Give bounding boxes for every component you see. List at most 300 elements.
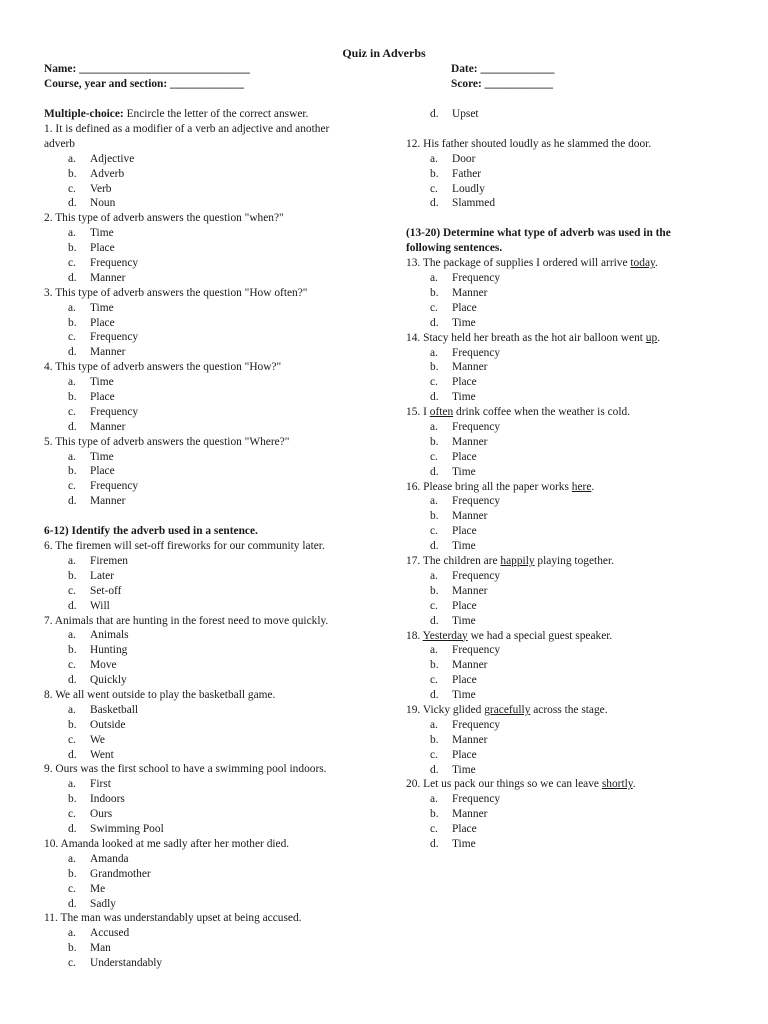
option-text: Loudly bbox=[452, 182, 485, 195]
answer-option[interactable] bbox=[44, 897, 374, 912]
option-letter: c. bbox=[430, 376, 438, 389]
section-heading-line: following sentences. bbox=[406, 242, 503, 255]
option-letter: a. bbox=[68, 227, 76, 240]
answer-option[interactable] bbox=[44, 718, 374, 733]
answer-option[interactable] bbox=[44, 867, 374, 882]
option-letter: d. bbox=[430, 391, 439, 404]
answer-option[interactable] bbox=[44, 167, 374, 182]
answer-option[interactable] bbox=[406, 435, 726, 450]
question-20 bbox=[406, 777, 726, 792]
option-letter: d. bbox=[68, 897, 77, 910]
option-letter: b. bbox=[430, 808, 439, 821]
score-blank: ____________ bbox=[484, 78, 553, 90]
answer-option[interactable] bbox=[406, 271, 726, 286]
answer-option[interactable] bbox=[406, 375, 726, 390]
option-letter: b. bbox=[68, 867, 77, 880]
option-text: Frequency bbox=[90, 256, 139, 269]
option-text: Place bbox=[452, 450, 477, 463]
question-text: This type of adverb answers the question "How?" bbox=[55, 361, 282, 374]
option-text: Adverb bbox=[90, 167, 125, 180]
option-letter: a. bbox=[68, 703, 76, 716]
option-text: Time bbox=[452, 540, 476, 553]
option-letter: d. bbox=[430, 838, 439, 851]
underlined-adverb: shortly bbox=[601, 778, 633, 791]
question-number: 11. bbox=[44, 912, 58, 925]
answer-option[interactable] bbox=[406, 748, 726, 763]
option-text: Manner bbox=[452, 361, 488, 374]
underlined-adverb: today bbox=[630, 257, 655, 270]
answer-option[interactable] bbox=[44, 941, 374, 956]
option-text: Place bbox=[90, 316, 115, 329]
score-label: Score: bbox=[451, 78, 482, 90]
answer-option[interactable] bbox=[44, 226, 374, 241]
option-letter: d. bbox=[430, 689, 439, 702]
answer-option[interactable] bbox=[406, 733, 726, 748]
option-letter: d. bbox=[430, 465, 439, 478]
option-letter: a. bbox=[68, 152, 76, 165]
answer-option[interactable] bbox=[44, 182, 374, 197]
answer-option[interactable] bbox=[44, 703, 374, 718]
option-letter: d. bbox=[430, 197, 439, 210]
question-text-end: across the stage. bbox=[530, 703, 608, 716]
option-text: Place bbox=[452, 376, 477, 389]
option-letter: a. bbox=[430, 569, 438, 582]
question-number: 15. bbox=[406, 406, 421, 419]
score-field bbox=[451, 77, 553, 92]
left-column bbox=[44, 107, 374, 971]
answer-option[interactable] bbox=[44, 196, 374, 211]
option-text: Manner bbox=[452, 584, 488, 597]
option-text: Animals bbox=[90, 629, 129, 642]
answer-option[interactable] bbox=[44, 643, 374, 658]
question-text-continued: adverb bbox=[44, 137, 75, 150]
option-text: We bbox=[90, 733, 105, 746]
answer-option[interactable] bbox=[406, 524, 726, 539]
answer-option[interactable] bbox=[406, 167, 726, 182]
question-text: This type of adverb answers the question "when?" bbox=[55, 212, 284, 225]
question-8 bbox=[44, 688, 374, 703]
option-text: Place bbox=[452, 674, 477, 687]
question-6 bbox=[44, 539, 374, 554]
question-text: Amanda looked at me sadly after her mother died. bbox=[60, 837, 290, 850]
underlined-adverb: gracefully bbox=[484, 703, 531, 716]
answer-option[interactable] bbox=[44, 271, 374, 286]
question-text-end: drink coffee when the weather is cold. bbox=[453, 406, 631, 419]
option-text: Indoors bbox=[90, 793, 125, 806]
option-letter: a. bbox=[430, 644, 438, 657]
question-text: Vicky glided bbox=[422, 703, 485, 716]
option-text: Understandably bbox=[90, 957, 163, 970]
option-letter: d. bbox=[430, 108, 439, 120]
option-text: Place bbox=[452, 748, 477, 761]
question-number: 13. bbox=[406, 257, 421, 270]
option-text: Amanda bbox=[90, 852, 129, 865]
answer-option[interactable] bbox=[406, 599, 726, 614]
answer-option[interactable] bbox=[44, 777, 374, 792]
answer-option[interactable] bbox=[44, 792, 374, 807]
option-text: Accused bbox=[90, 927, 130, 940]
answer-option[interactable] bbox=[406, 182, 726, 197]
answer-option[interactable] bbox=[44, 807, 374, 822]
answer-option[interactable] bbox=[406, 614, 726, 629]
option-letter: a. bbox=[68, 554, 76, 567]
option-letter: c. bbox=[68, 331, 76, 344]
question-number: 20. bbox=[406, 778, 421, 791]
answer-option[interactable] bbox=[406, 509, 726, 524]
answer-option[interactable] bbox=[406, 792, 726, 807]
multiple-choice-instructions bbox=[44, 107, 374, 122]
option-text: Place bbox=[90, 391, 115, 404]
date-blank: _____________ bbox=[480, 63, 555, 75]
instructions-text: Encircle the letter of the correct answer. bbox=[123, 108, 309, 120]
option-letter: b. bbox=[430, 361, 439, 374]
question-14 bbox=[406, 331, 726, 346]
course-label: Course, year and section: bbox=[44, 78, 168, 90]
answer-option[interactable] bbox=[44, 822, 374, 837]
answer-option[interactable] bbox=[406, 196, 726, 211]
answer-option[interactable] bbox=[44, 241, 374, 256]
option-letter: b. bbox=[68, 569, 77, 582]
option-letter: c. bbox=[68, 480, 76, 493]
answer-option[interactable] bbox=[406, 763, 726, 778]
question-text: It is defined as a modifier of a verb an adjective and another bbox=[55, 122, 330, 135]
option-letter: c. bbox=[68, 405, 76, 418]
question-18 bbox=[406, 629, 726, 644]
option-letter: c. bbox=[430, 525, 438, 538]
option-letter: b. bbox=[68, 718, 77, 731]
option-letter: d. bbox=[430, 763, 439, 776]
answer-option[interactable] bbox=[406, 420, 726, 435]
answer-option[interactable] bbox=[44, 584, 374, 599]
option-letter: b. bbox=[68, 391, 77, 404]
option-letter: d. bbox=[68, 271, 77, 284]
option-letter: a. bbox=[430, 152, 438, 165]
answer-option[interactable] bbox=[406, 301, 726, 316]
question-text: Stacy held her breath as the hot air balloon went bbox=[423, 331, 646, 344]
underlined-adverb: Yesterday bbox=[422, 629, 468, 642]
page-title: Quiz in Adverbs bbox=[342, 46, 426, 60]
option-letter: c. bbox=[68, 808, 76, 821]
answer-option[interactable] bbox=[406, 569, 726, 584]
option-text: Time bbox=[452, 689, 476, 702]
option-letter: b. bbox=[68, 644, 77, 657]
option-letter: c. bbox=[430, 301, 438, 314]
answer-option[interactable] bbox=[406, 286, 726, 301]
date-label: Date: bbox=[451, 63, 478, 75]
option-letter: a. bbox=[68, 778, 76, 791]
option-text: Manner bbox=[452, 510, 488, 523]
option-letter: a. bbox=[68, 376, 76, 389]
answer-option[interactable] bbox=[44, 390, 374, 405]
question-number: 4. bbox=[44, 361, 53, 374]
option-letter: c. bbox=[68, 584, 76, 597]
option-letter: c. bbox=[430, 182, 438, 195]
option-letter: b. bbox=[430, 733, 439, 746]
answer-option[interactable] bbox=[406, 390, 726, 405]
question-15 bbox=[406, 405, 726, 420]
answer-option[interactable] bbox=[44, 852, 374, 867]
underlined-adverb: happily bbox=[500, 555, 535, 568]
option-text: Slammed bbox=[452, 197, 496, 210]
answer-option[interactable] bbox=[44, 494, 374, 509]
option-text: Time bbox=[90, 227, 114, 240]
option-text: Time bbox=[452, 391, 476, 404]
option-text: Place bbox=[452, 301, 477, 314]
section-heading-line: (13-20) Determine what type of adverb was used in the bbox=[406, 227, 671, 240]
answer-option[interactable] bbox=[44, 926, 374, 941]
option-text: Frequency bbox=[90, 331, 139, 344]
question-text: The children are bbox=[422, 555, 501, 568]
question-number: 17. bbox=[406, 555, 421, 568]
option-text: Frequency bbox=[452, 569, 501, 582]
name-blank: ______________________________ bbox=[79, 63, 250, 75]
name-field bbox=[44, 62, 250, 77]
option-text: Sadly bbox=[90, 897, 116, 910]
option-text: Manner bbox=[90, 346, 126, 359]
answer-option[interactable] bbox=[406, 539, 726, 554]
option-letter: b. bbox=[68, 316, 77, 329]
option-text: Manner bbox=[452, 659, 488, 672]
option-letter: a. bbox=[68, 301, 76, 314]
option-text: Frequency bbox=[452, 421, 501, 434]
answer-option[interactable] bbox=[406, 837, 726, 852]
option-letter: c. bbox=[68, 256, 76, 269]
option-text: Later bbox=[90, 569, 115, 582]
option-text: Manner bbox=[452, 733, 488, 746]
question-19 bbox=[406, 703, 726, 718]
option-letter: c. bbox=[68, 882, 76, 895]
option-letter: c. bbox=[430, 748, 438, 761]
option-letter: a. bbox=[430, 346, 438, 359]
question-text: The package of supplies I ordered will arrive bbox=[422, 257, 631, 270]
option-text: Time bbox=[452, 763, 476, 776]
question-number: 18. bbox=[406, 629, 421, 642]
answer-option[interactable] bbox=[44, 658, 374, 673]
option-text: Frequency bbox=[452, 793, 501, 806]
option-letter: c. bbox=[430, 450, 438, 463]
question-7 bbox=[44, 614, 374, 629]
answer-option[interactable] bbox=[406, 584, 726, 599]
answer-option[interactable] bbox=[44, 301, 374, 316]
answer-option[interactable] bbox=[44, 375, 374, 390]
option-letter: b. bbox=[68, 465, 77, 478]
answer-option[interactable] bbox=[406, 450, 726, 465]
answer-option[interactable] bbox=[406, 673, 726, 688]
question-number: 3. bbox=[44, 286, 53, 299]
option-text: First bbox=[90, 778, 111, 791]
option-letter: a. bbox=[68, 852, 76, 865]
question-number: 7. bbox=[44, 614, 53, 627]
option-letter: b. bbox=[68, 793, 77, 806]
answer-option[interactable] bbox=[44, 330, 374, 345]
option-text: Outside bbox=[90, 718, 126, 731]
section-heading-determine bbox=[406, 226, 726, 256]
option-text: Father bbox=[452, 167, 482, 180]
option-text: Time bbox=[452, 316, 476, 329]
option-text: Move bbox=[90, 659, 117, 672]
option-letter: b. bbox=[430, 286, 439, 299]
option-text: Frequency bbox=[452, 346, 501, 359]
option-text: Quickly bbox=[90, 674, 127, 687]
answer-option[interactable] bbox=[44, 479, 374, 494]
option-text: Firemen bbox=[90, 554, 128, 567]
question-text: Animals that are hunting in the forest need to move quickly. bbox=[54, 614, 329, 627]
answer-option[interactable] bbox=[44, 882, 374, 897]
option-text: Manner bbox=[90, 495, 126, 508]
question-12 bbox=[406, 137, 726, 152]
option-text: Time bbox=[452, 465, 476, 478]
option-letter: d. bbox=[68, 823, 77, 836]
question-number: 12. bbox=[406, 137, 421, 150]
option-letter: d. bbox=[430, 540, 439, 553]
question-number: 2. bbox=[44, 212, 53, 225]
option-text: Man bbox=[90, 942, 111, 955]
option-letter: a. bbox=[430, 718, 438, 731]
question-text: This type of adverb answers the question "Where?" bbox=[55, 435, 290, 448]
option-letter: a. bbox=[430, 421, 438, 434]
option-text: Place bbox=[90, 242, 115, 255]
answer-option[interactable] bbox=[44, 256, 374, 271]
question-text: Let us pack our things so we can leave bbox=[423, 778, 602, 791]
option-letter: d. bbox=[68, 674, 77, 687]
option-text: Place bbox=[452, 599, 477, 612]
underlined-adverb: up bbox=[645, 331, 658, 344]
option-text: Frequency bbox=[90, 480, 139, 493]
option-letter: b. bbox=[430, 167, 439, 180]
option-letter: b. bbox=[430, 435, 439, 448]
option-letter: c. bbox=[430, 599, 438, 612]
question-text-end: we had a special guest speaker. bbox=[467, 629, 613, 642]
answer-option[interactable] bbox=[406, 718, 726, 733]
option-letter: d. bbox=[68, 748, 77, 761]
answer-option[interactable] bbox=[44, 316, 374, 331]
question-9 bbox=[44, 762, 374, 777]
question-number: 8. bbox=[44, 689, 53, 701]
option-letter: c. bbox=[430, 823, 438, 836]
option-text: Frequency bbox=[452, 718, 501, 731]
answer-option[interactable] bbox=[406, 807, 726, 822]
answer-option[interactable] bbox=[44, 345, 374, 360]
option-text: Manner bbox=[90, 420, 126, 433]
question-2 bbox=[44, 211, 374, 226]
answer-option[interactable] bbox=[406, 688, 726, 703]
option-text: Will bbox=[90, 599, 110, 612]
option-letter: c. bbox=[68, 182, 76, 195]
answer-option[interactable] bbox=[44, 152, 374, 167]
option-letter: d. bbox=[68, 495, 77, 508]
question-number: 6. bbox=[44, 540, 53, 553]
option-letter: d. bbox=[68, 420, 77, 433]
answer-option[interactable] bbox=[406, 360, 726, 375]
answer-option[interactable] bbox=[406, 643, 726, 658]
option-text: Time bbox=[452, 838, 476, 851]
option-text: Set-off bbox=[90, 584, 122, 597]
option-letter: c. bbox=[430, 674, 438, 687]
answer-option[interactable] bbox=[44, 405, 374, 420]
answer-option[interactable] bbox=[44, 748, 374, 763]
answer-option[interactable] bbox=[44, 554, 374, 569]
question-16 bbox=[406, 480, 726, 495]
option-text: Place bbox=[90, 465, 115, 478]
option-letter: b. bbox=[430, 659, 439, 672]
option-text: Frequency bbox=[452, 272, 501, 285]
option-letter: b. bbox=[68, 942, 77, 955]
answer-option[interactable] bbox=[406, 658, 726, 673]
question-number: 9. bbox=[44, 763, 53, 776]
answer-option[interactable] bbox=[44, 420, 374, 435]
answer-option[interactable] bbox=[406, 465, 726, 480]
answer-option[interactable] bbox=[406, 822, 726, 837]
answer-option[interactable] bbox=[44, 733, 374, 748]
option-text: Time bbox=[452, 614, 476, 627]
course-blank: _____________ bbox=[170, 78, 245, 90]
question-text: The firemen will set-off fireworks for our community later. bbox=[55, 540, 325, 553]
option-text: Frequency bbox=[452, 495, 501, 508]
instructions-label: Multiple-choice: bbox=[44, 108, 124, 120]
option-letter: d. bbox=[430, 316, 439, 329]
option-text: Place bbox=[452, 823, 477, 836]
question-text-end: . bbox=[654, 257, 658, 270]
option-text: Manner bbox=[452, 435, 488, 448]
option-text: Adjective bbox=[90, 152, 135, 165]
option-text: Place bbox=[452, 525, 477, 538]
question-text: The man was understandably upset at being accused. bbox=[60, 912, 302, 925]
answer-option[interactable] bbox=[44, 628, 374, 643]
option-letter: a. bbox=[68, 450, 76, 463]
question-number: 5. bbox=[44, 435, 53, 448]
answer-option[interactable] bbox=[44, 569, 374, 584]
answer-option[interactable] bbox=[406, 316, 726, 331]
option-letter: b. bbox=[68, 167, 77, 180]
question-number: 16. bbox=[406, 480, 421, 493]
question-number: 1. bbox=[44, 122, 53, 135]
option-text: Time bbox=[90, 450, 114, 463]
answer-option[interactable] bbox=[406, 152, 726, 167]
answer-option[interactable] bbox=[406, 494, 726, 509]
answer-option[interactable] bbox=[406, 107, 726, 122]
question-text: Ours was the first school to have a swimming pool indoors. bbox=[55, 763, 327, 776]
option-letter: d. bbox=[430, 614, 439, 627]
option-text: Verb bbox=[90, 182, 112, 195]
question-10 bbox=[44, 837, 374, 852]
option-letter: a. bbox=[68, 629, 76, 642]
answer-option[interactable] bbox=[44, 450, 374, 465]
option-letter: a. bbox=[430, 793, 438, 806]
option-letter: d. bbox=[68, 197, 77, 210]
question-5 bbox=[44, 435, 374, 450]
question-text-end: . bbox=[657, 331, 661, 344]
underlined-adverb: here bbox=[571, 480, 592, 493]
question-text: This type of adverb answers the question "How often?" bbox=[55, 286, 308, 299]
answer-option[interactable] bbox=[44, 956, 374, 971]
answer-option[interactable] bbox=[44, 673, 374, 688]
option-letter: a. bbox=[68, 927, 76, 940]
question-13 bbox=[406, 256, 726, 271]
question-text: Please bring all the paper works bbox=[423, 480, 572, 493]
section-heading-identify: 6-12) Identify the adverb used in a sentence. bbox=[44, 525, 258, 538]
question-text: His father shouted loudly as he slammed the door. bbox=[423, 137, 652, 150]
option-text: Time bbox=[90, 376, 114, 389]
answer-option[interactable] bbox=[44, 599, 374, 614]
option-letter: a. bbox=[430, 272, 438, 285]
option-letter: c. bbox=[68, 733, 76, 746]
answer-option[interactable] bbox=[44, 464, 374, 479]
option-letter: a. bbox=[430, 495, 438, 508]
option-text: Manner bbox=[452, 808, 488, 821]
option-text: Time bbox=[90, 301, 114, 314]
answer-option[interactable] bbox=[406, 346, 726, 361]
course-field bbox=[44, 77, 244, 92]
